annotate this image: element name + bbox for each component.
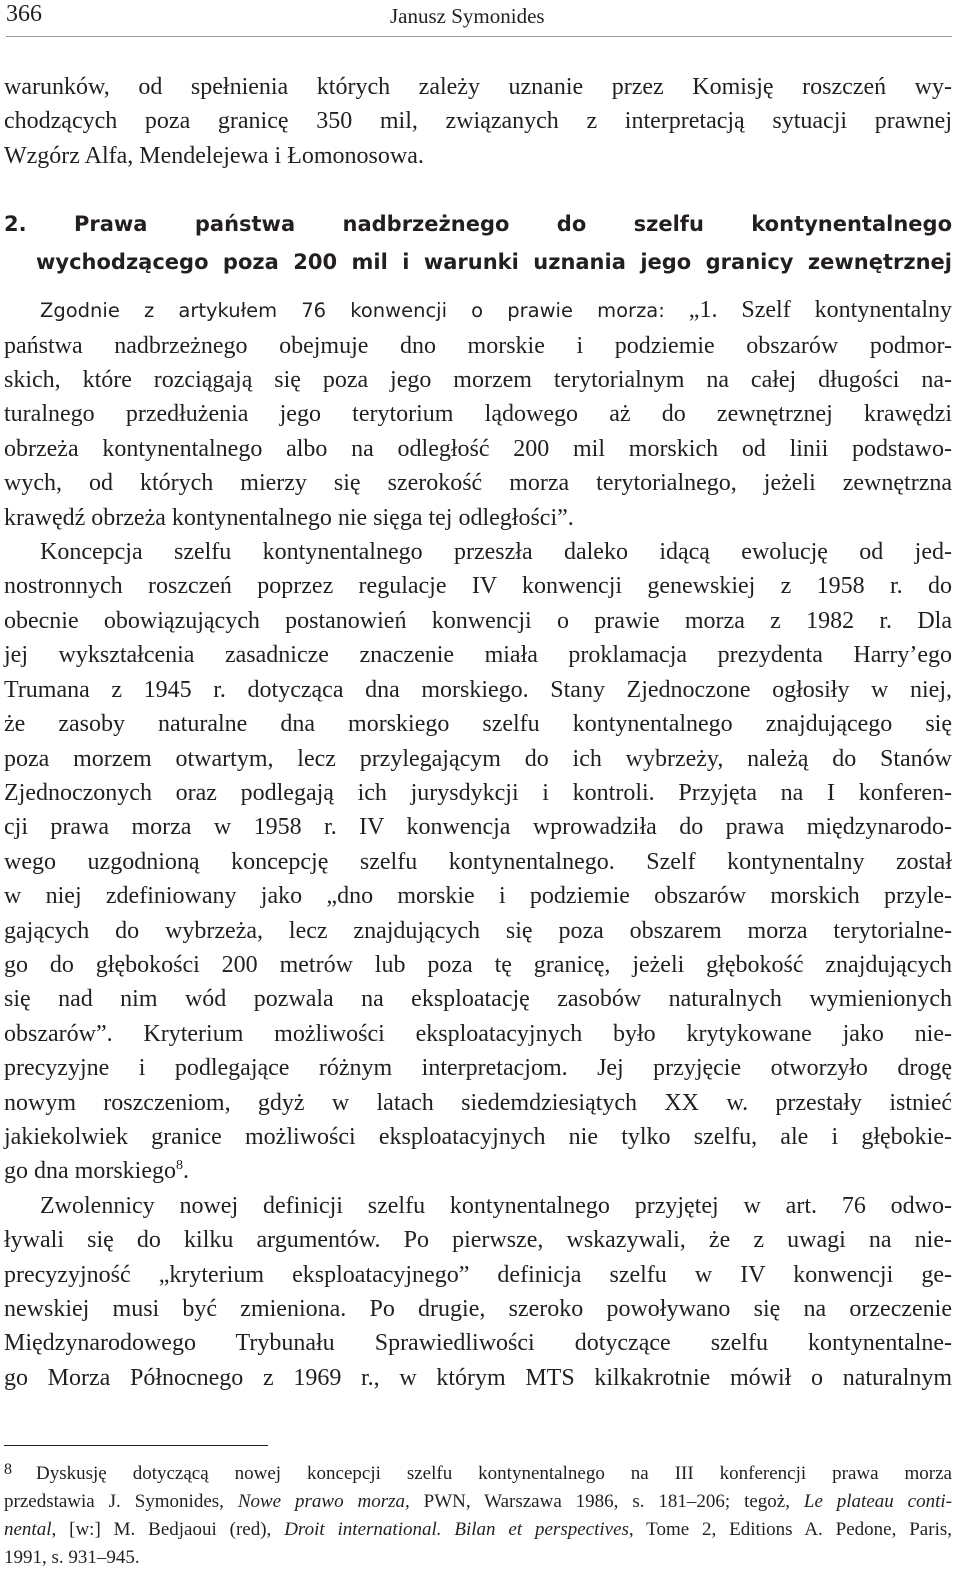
footnote-text: , [w:] M. Bedjaoui (red),	[51, 1519, 285, 1540]
text-line: Wzgórz Alfa, Mendelejewa i Łomonosowa.	[4, 142, 424, 169]
footnote-text: Dyskusję dotyczącą nowej koncepcji szelfu kontynentalnego na III konferencji prawa morza	[36, 1463, 952, 1484]
main-text	[4, 70, 952, 1395]
text-line: jej wykształcenia zasadnicze znaczenie miała proklamacja prezydenta Harry’ego	[4, 642, 952, 669]
text-line: obecnie obowiązujących postanowień konwencji o prawie morza z 1982 r. Dla	[4, 607, 952, 634]
paragraph-first-line	[4, 293, 952, 328]
text-line: wego uzgodnioną koncepcję szelfu kontynentalnego. Szelf kontynentalny został	[4, 848, 952, 875]
text-line: ływali się do kilku argumentów. Po pierwsze, wskazywali, że z uwagi na nie-	[4, 1227, 952, 1254]
text-line: gających do wybrzeża, lecz znajdujących się poza obszarem morza terytorialne-	[4, 917, 952, 944]
section-heading	[4, 205, 952, 281]
text-line: precyzyjne i podlegające różnym interpretacjom. Jej przyjęcie otworzyło drogę	[4, 1055, 952, 1082]
text-line: warunków, od spełnienia których zależy uznanie przez Komisję roszczeń wy-	[4, 74, 952, 100]
text-fragment: go dna morskiego	[4, 1158, 176, 1185]
text-line: że zasoby naturalne dna morskiego szelfu kontynentalnego znajdującego się	[4, 711, 952, 738]
text-line: krawędź obrzeża kontynentalnego nie sięga tej odległości”.	[4, 504, 574, 531]
book-title: Nowe prawo morza	[237, 1491, 405, 1512]
text-fragment: .	[182, 1158, 189, 1185]
running-head-author: Janusz Symonides	[390, 4, 545, 28]
footnote-line	[4, 1488, 952, 1516]
text-line: państwa nadbrzeżnego obejmuje dno morskie i podziemie obszarów podmor-	[4, 332, 952, 359]
text-line: precyzyjność „kryterium eksploatacyjnego” definicja szelfu w IV konwencji ge-	[4, 1261, 952, 1288]
quote-start: „1. Szelf kontynentalny	[664, 297, 952, 324]
text-line: go do głębokości 200 metrów lub poza tę granicę, jeżeli głębokość znajdujących	[4, 951, 952, 978]
text-line: nostronnych roszczeń poprzez regulacje IV konwencji genewskiej z 1958 r. do	[4, 573, 952, 600]
page-number: 366	[6, 1, 42, 27]
footnote-reference[interactable]: 8	[175, 1158, 183, 1174]
footnote	[4, 1456, 952, 1572]
section-heading-line: wychodzącego poza 200 mil i warunki uznania jego granicy zewnętrznej	[36, 250, 952, 275]
book-title: Droit international. Bilan et perspectives	[284, 1519, 629, 1540]
footnote-text: , Tome 2, Editions A. Pedone, Paris,	[628, 1519, 952, 1540]
text-line: Międzynarodowego Trybunału Sprawiedliwości dotyczące szelfu kontynentalne-	[4, 1330, 952, 1357]
text-line: go Morza Północnego z 1969 r., w którym MTS kilkakrotnie mówił o naturalnym	[4, 1364, 952, 1391]
text-line: Trumana z 1945 r. dotycząca dna morskiego. Stany Zjednoczone ogłosiły w niej,	[4, 676, 952, 703]
text-line: skich, które rozciągają się poza jego morzem terytorialnym na całej długości na-	[4, 367, 952, 394]
text-line: cji prawa morza w 1958 r. IV konwencja wprowadziła do prawa międzynarodo-	[4, 814, 952, 841]
footnote-text: przedstawia J. Symonides,	[4, 1491, 238, 1512]
text-line: wych, od których mierzy się szerokość morza terytorialnego, jeżeli zewnętrzna	[4, 470, 952, 497]
text-line: turalnego przedłużenia jego terytorium lądowego aż do zewnętrznej krawędzi	[4, 401, 952, 428]
text-line: obszarów”. Kryterium możliwości eksploatacyjnych było krytykowane jako nie-	[4, 1020, 952, 1047]
text-line: obrzeża kontynentalnego albo na odległość 200 mil morskich od linii podstawo-	[4, 435, 952, 462]
book-title: Le plateau conti-	[803, 1491, 952, 1512]
footnote-line	[4, 1456, 952, 1488]
footnote-number: 8	[4, 1461, 12, 1478]
text-line: poza morzem otwartym, lecz przylegającym do ich wybrzeży, należą do Stanów	[4, 745, 952, 772]
footnote-line: 1991, s. 931–945.	[4, 1547, 140, 1568]
text-line: jakiekolwiek granice możliwości eksploatacyjnych nie tylko szelfu, ale i głębokie-	[4, 1123, 952, 1150]
footnote-text: , PWN, Warszawa 1986, s. 181–206; tegoż,	[404, 1491, 804, 1512]
footnote-separator	[4, 1445, 268, 1446]
text-line: nowym roszczeniom, gdyż w latach siedemdziesiątych XX w. przestały istnieć	[4, 1089, 952, 1116]
text-line: chodzących poza granicę 350 mil, związanych z interpretacją sytuacji prawnej	[4, 108, 952, 135]
book-title: nental	[4, 1519, 52, 1540]
footnote-line	[4, 1516, 952, 1544]
text-line: się nad nim wód pozwala na eksploatację zasobów naturalnych wymienionych	[4, 986, 952, 1013]
text-line: Zjednoczonych oraz podlegają ich jurysdykcji i kontroli. Przyjęta na I konferen-	[4, 779, 952, 806]
text-line: Koncepcja szelfu kontynentalnego przeszła daleko idącą ewolucję od jed-	[40, 539, 952, 566]
running-header	[6, 0, 952, 37]
section-heading-line: 2. Prawa państwa nadbrzeżnego do szelfu kontynentalnego	[4, 212, 952, 237]
text-line: w niej zdefiniowany jako „dno morskie i podziemie obszarów morskich przyle-	[4, 883, 952, 910]
text-line: Zwolennicy nowej definicji szelfu kontynentalnego przyjętej w art. 76 odwo-	[40, 1192, 952, 1219]
quote-lead: Zgodnie z artykułem 76 konwencji o prawie morza:	[40, 299, 665, 323]
text-line: newskiej musi być zmieniona. Po drugie, szeroko powoływano się na orzeczenie	[4, 1296, 952, 1322]
text-line	[4, 1154, 952, 1188]
